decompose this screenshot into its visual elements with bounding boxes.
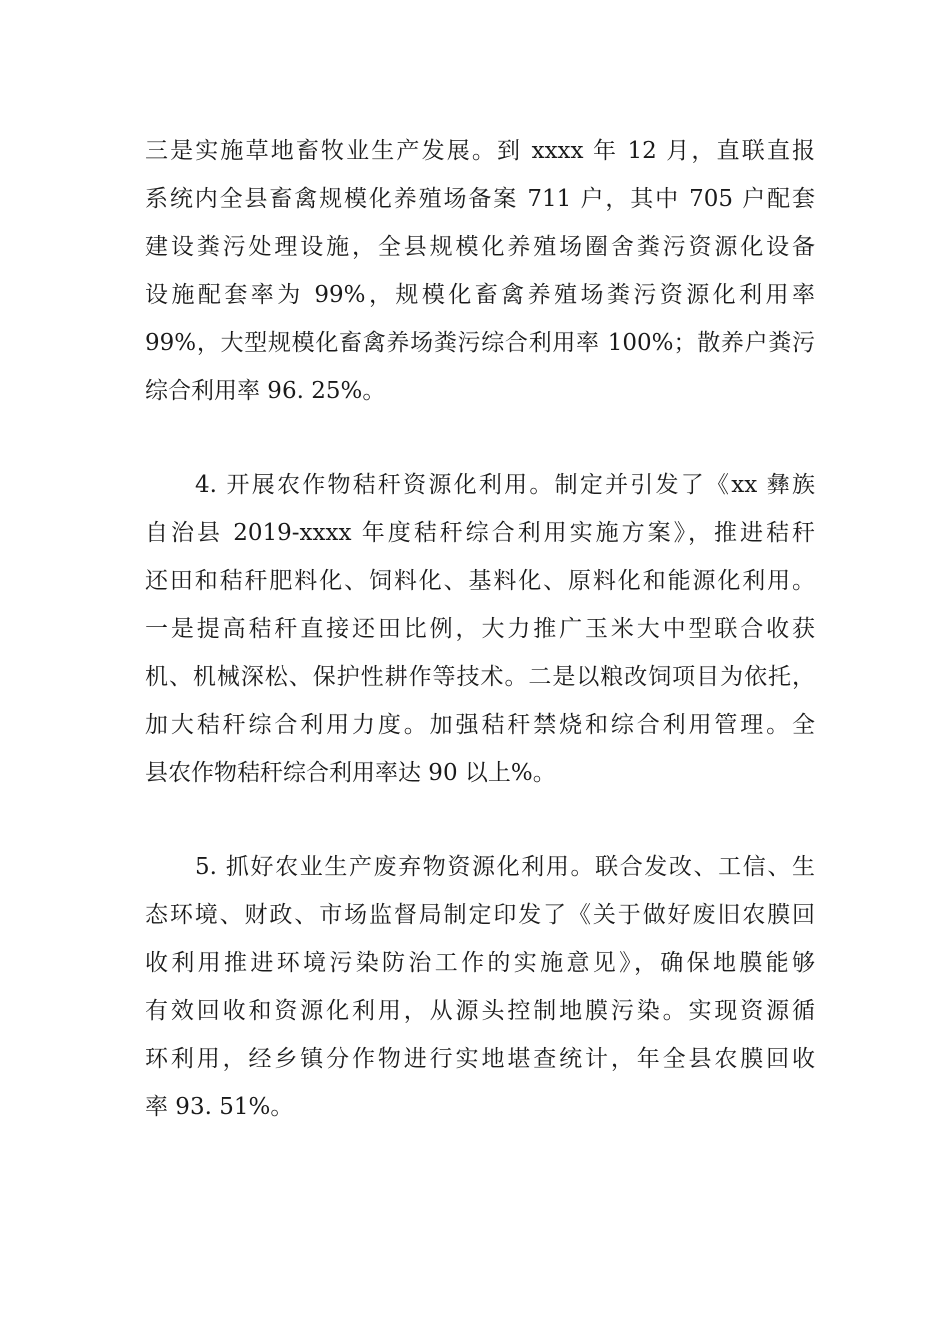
text-line: 有效回收和资源化利用，从源头控制地膜污染。实现资源循 xyxy=(145,998,815,1024)
text-line: 5. 抓好农业生产废弃物资源化利用。联合发改、工信、生 xyxy=(195,854,815,880)
text-line: 系统内全县畜禽规模化养殖场备案 711 户，其中 705 户配套 xyxy=(145,186,815,212)
text-line: 一是提高秸秆直接还田比例，大力推广玉米大中型联合收获 xyxy=(145,616,815,642)
text-line: 加大秸秆综合利用力度。加强秸秆禁烧和综合利用管理。全 xyxy=(145,712,815,738)
text-line: 99%，大型规模化畜禽养场粪污综合利用率 100%；散养户粪污 xyxy=(145,330,815,356)
text-line: 收利用推进环境污染防治工作的实施意见》，确保地膜能够 xyxy=(145,950,815,976)
text-line: 态环境、财政、市场监督局制定印发了《关于做好废旧农膜回 xyxy=(145,902,815,928)
paragraph-straw-utilization xyxy=(145,461,815,797)
paragraph-livestock xyxy=(145,127,815,415)
text-line: 自治县 2019-xxxx 年度秸秆综合利用实施方案》，推进秸秆 xyxy=(145,520,815,546)
text-line: 综合利用率 96. 25%。 xyxy=(145,378,386,404)
text-line: 建设粪污处理设施，全县规模化养殖场圈舍粪污资源化设备 xyxy=(145,234,815,260)
text-line: 机、机械深松、保护性耕作等技术。二是以粮改饲项目为依托， xyxy=(145,664,815,690)
text-line: 4. 开展农作物秸秆资源化利用。制定并引发了《xx 彝族 xyxy=(195,472,815,498)
text-line: 三是实施草地畜牧业生产发展。到 xxxx 年 12 月，直联直报 xyxy=(145,138,815,164)
text-line: 环利用，经乡镇分作物进行实地堪查统计，年全县农膜回收 xyxy=(145,1046,815,1072)
paragraph-waste-recycling xyxy=(145,843,815,1131)
text-line: 设施配套率为 99%，规模化畜禽养殖场粪污资源化利用率 xyxy=(145,282,815,308)
text-line: 率 93. 51%。 xyxy=(145,1094,294,1120)
text-line: 还田和秸秆肥料化、饲料化、基料化、原料化和能源化利用。 xyxy=(145,568,815,594)
text-line: 县农作物秸秆综合利用率达 90 以上%。 xyxy=(145,760,556,786)
